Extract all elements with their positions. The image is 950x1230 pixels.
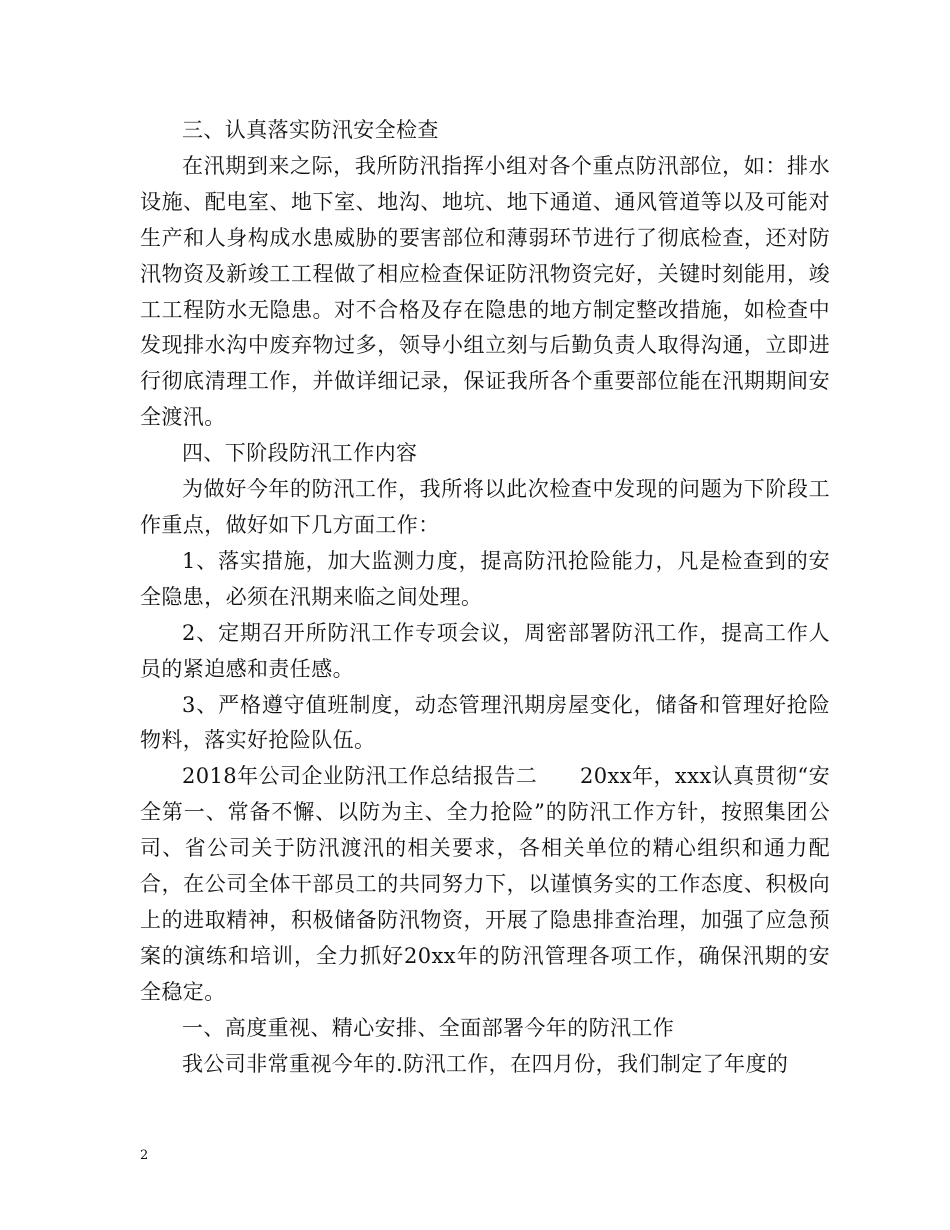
- list-item-3: 3、严格遵守值班制度，动态管理汛期房屋变化，储备和管理好抢险物料，落实好抢险队伍。: [140, 692, 830, 753]
- section-heading-4: 四、下阶段防汛工作内容: [182, 441, 418, 466]
- section-heading-1: 一、高度重视、精心安排、全面部署今年的防汛工作: [182, 1015, 675, 1040]
- document-body: [140, 113, 830, 1082]
- paragraph: 在汛期到来之际，我所防汛指挥小组对各个重点防汛部位，如：排水设施、配电室、地下室、地沟、地坑、地下通道、通风管道等以及可能对生产和人身构成水患威胁的要害部位和薄弱环节进行了彻底检查，还对防汛物资及新竣工工程做了相应检查保证防汛物资完好，关键时刻能用，竣工工程防水无隐患。对不合格及存在隐患的地方制定整改措施，如检查中发现排水沟中废弃物过多，领导小组立刻与后勤负责人取得沟通，立即进行彻底清理工作，并做详细记录，保证我所各个重要部位能在汛期期间安全渡汛。: [140, 153, 830, 430]
- report-two-paragraph: 2018年公司企业防汛工作总结报告二 20xx年，xxx认真贯彻“安全第一、常备不懈、以防为主、全力抢险”的防汛工作方针，按照集团公司、省公司关于防汛渡汛的相关要求，各相关单位的精心组织和通力配合，在公司全体干部员工的共同努力下，以谨慎务实的工作态度、积极向上的进取精神，积极储备防汛物资，开展了隐患排查治理，加强了应急预案的演练和培训，全力抓好20xx年的防汛管理各项工作，确保汛期的安全稳定。: [140, 764, 830, 1004]
- list-item-2: 2、定期召开所防汛工作专项会议，周密部署防汛工作，提高工作人员的紧迫感和责任感。: [140, 620, 830, 681]
- page-number: 2: [140, 1148, 149, 1163]
- list-item-1: 1、落实措施，加大监测力度，提高防汛抢险能力，凡是检查到的安全隐患，必须在汛期来临之间处理。: [140, 548, 830, 609]
- section-heading-3: 三、认真落实防汛安全检查: [182, 118, 439, 142]
- paragraph: 我公司非常重视今年的.防汛工作，在四月份，我们制定了年度的: [182, 1051, 789, 1076]
- paragraph: 为做好今年的防汛工作，我所将以此次检查中发现的问题为下阶段工作重点，做好如下几方面工作：: [140, 477, 830, 537]
